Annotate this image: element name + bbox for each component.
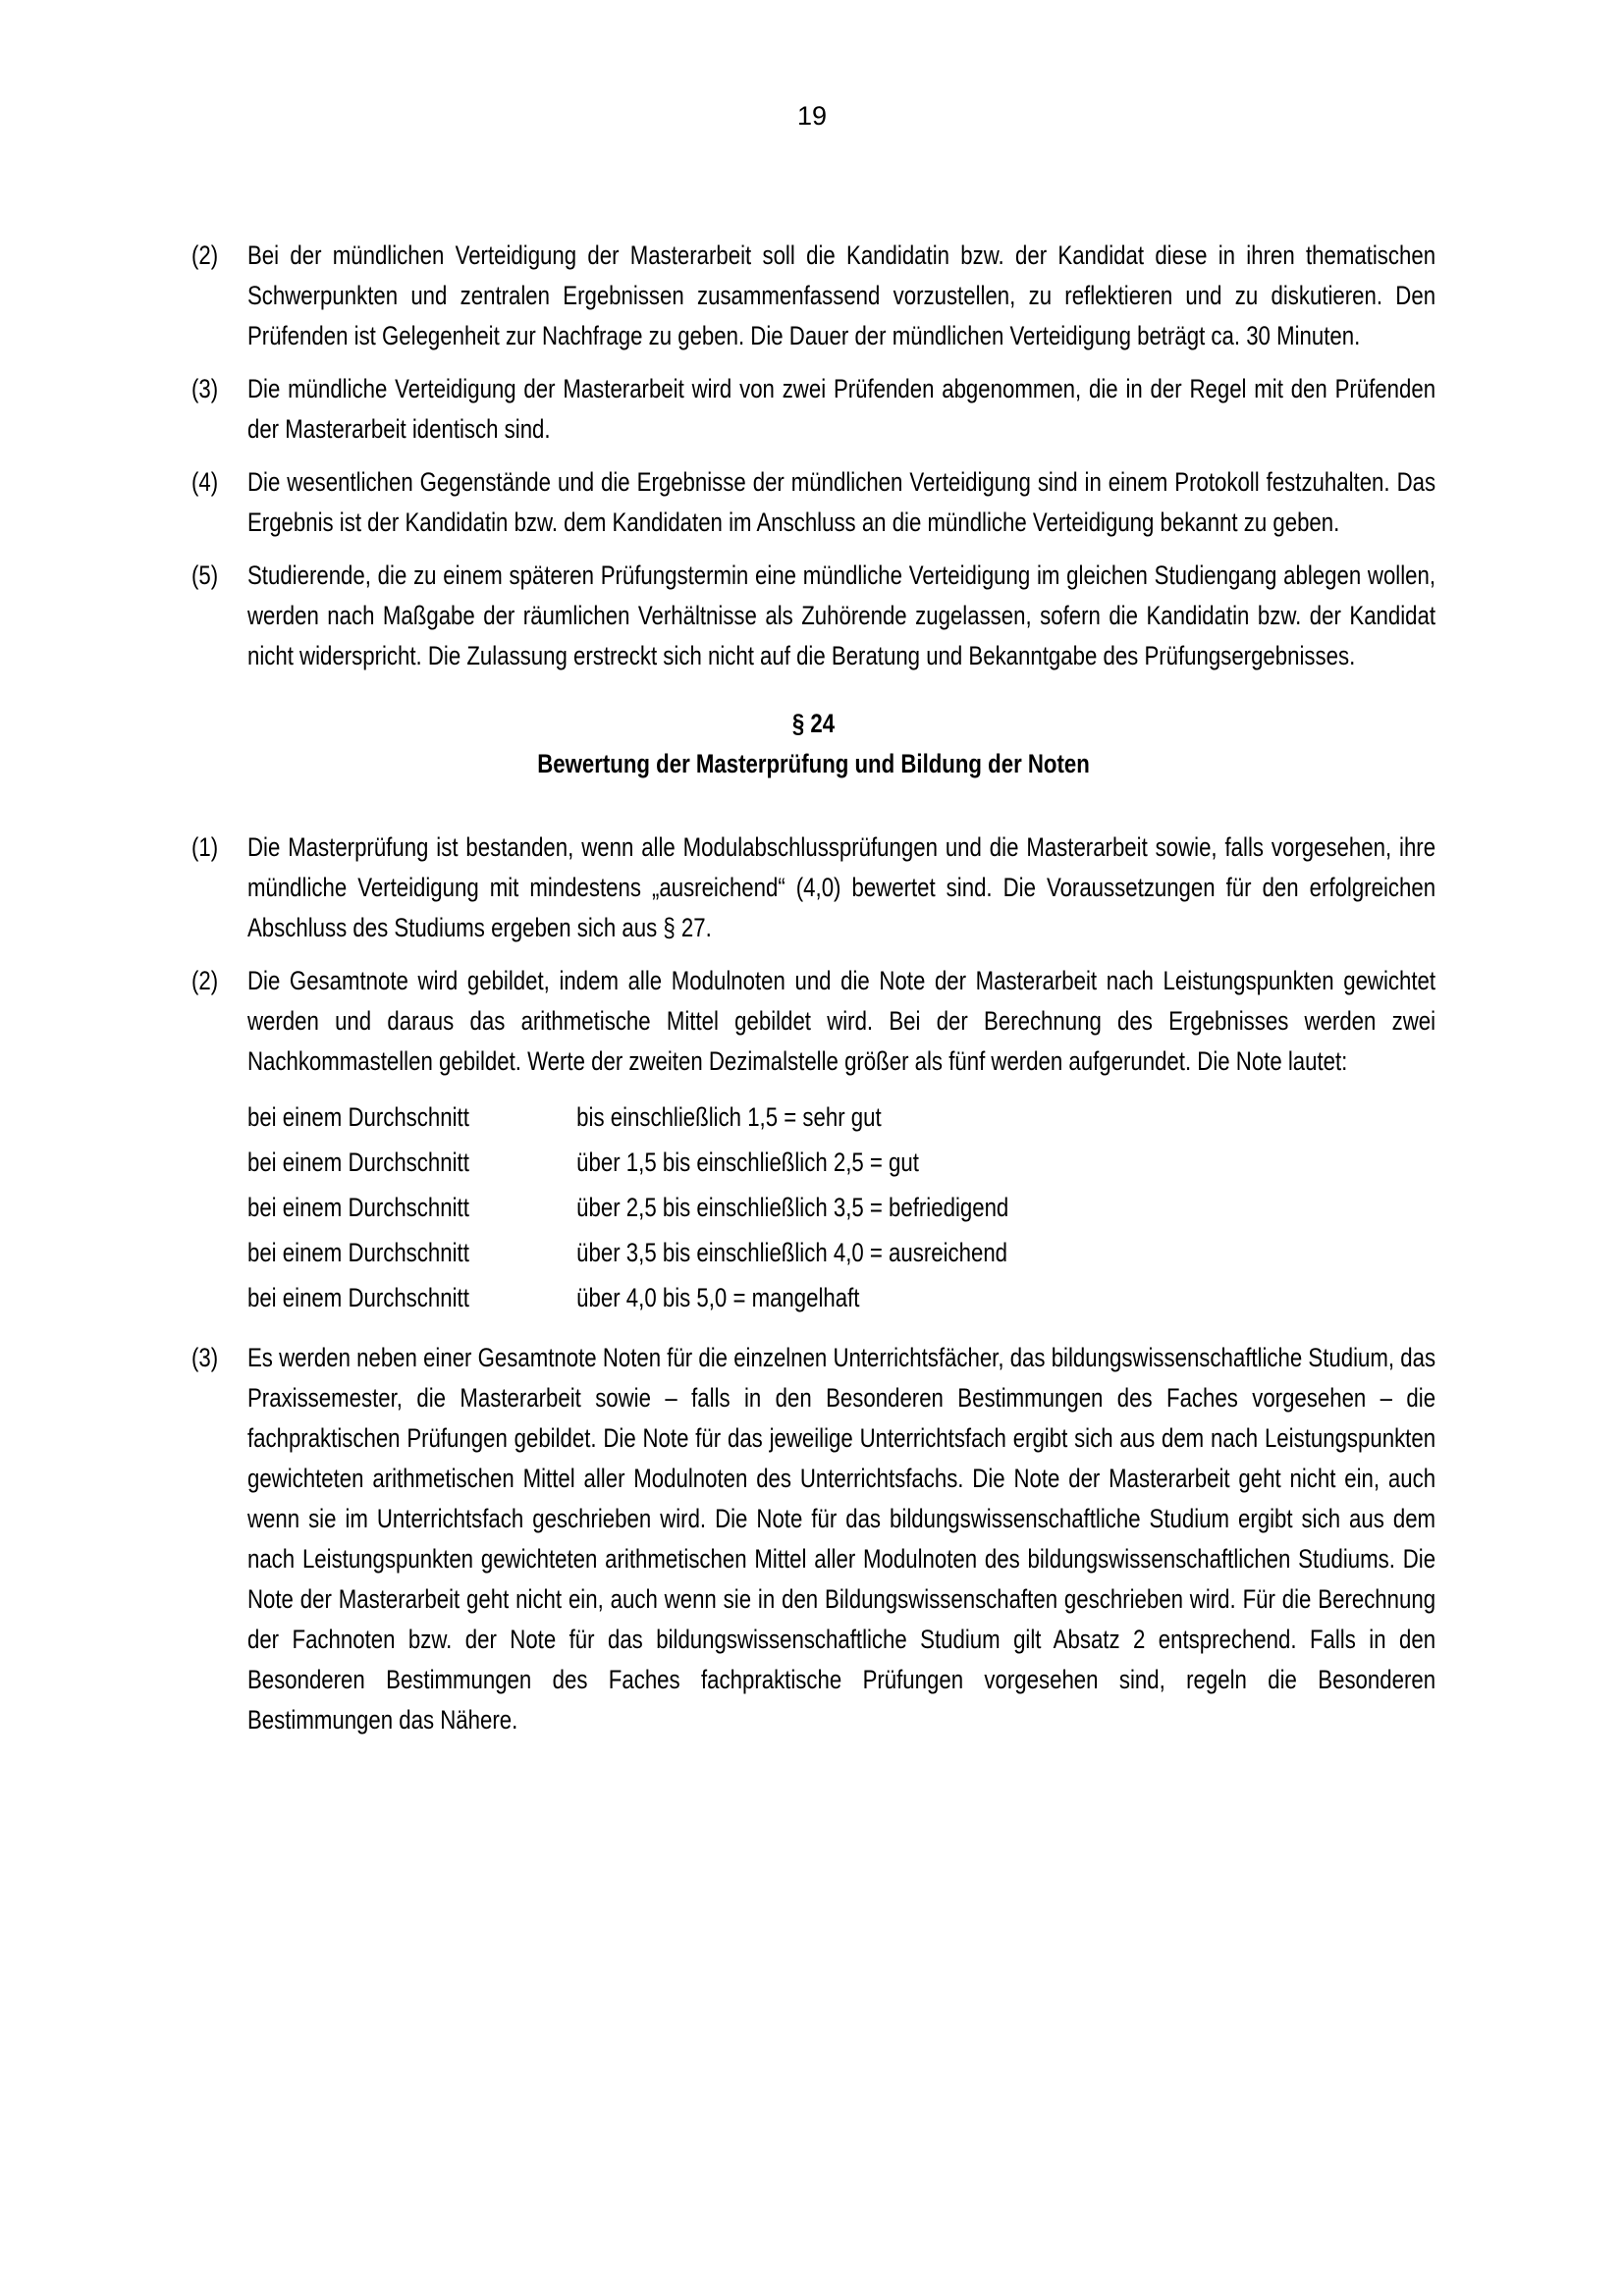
grade-row	[247, 1095, 1435, 1140]
paragraph-text: Die mündliche Verteidigung der Masterarbeit wird von zwei Prüfenden abgenommen, die in der Regel mit den Prüfenden der Masterarbeit identisch sind.	[246, 374, 1436, 444]
paragraph-number: (3)	[191, 374, 219, 403]
page-number: 19	[796, 101, 828, 131]
grade-result: über 3,5 bis einschließlich 4,0 = ausreichend	[576, 1238, 1008, 1267]
grade-result: über 1,5 bis einschließlich 2,5 = gut	[576, 1148, 919, 1177]
paragraph-text: Studierende, die zu einem späteren Prüfungstermin eine mündliche Verteidigung im gleichen Studiengang ablegen wollen, werden nach Maßgabe der räumlichen Verhältnisse als Zuhörende zugelassen, sofern die Kandidatin bzw. der Kandidat nicht widerspricht. Die Zulassung erstreckt sich nicht auf die Beratung und Bekanntgabe des Prüfungsergebnisses.	[246, 561, 1436, 670]
paragraph-item	[191, 961, 1435, 1082]
grade-row	[247, 1230, 1435, 1275]
paragraph-item	[191, 556, 1435, 676]
grade-condition: bei einem Durchschnitt	[246, 1193, 469, 1222]
section-number: § 24	[791, 709, 836, 738]
paragraph-number: (4)	[191, 467, 219, 497]
grade-condition: bei einem Durchschnitt	[246, 1102, 469, 1132]
section-heading	[191, 704, 1435, 784]
paragraph-number: (1)	[191, 832, 219, 862]
grade-condition: bei einem Durchschnitt	[246, 1238, 469, 1267]
grade-row	[247, 1275, 1435, 1320]
paragraph-text: Die Masterprüfung ist bestanden, wenn alle Modulabschlussprüfungen und die Masterarbeit sowie, falls vorgesehen, ihre mündliche Verteidigung mit mindestens „ausreichend“ (4,0) bewertet sind. Die Voraussetzungen für den erfolgreichen Abschluss des Studiums ergeben sich aus § 27.	[246, 832, 1436, 942]
grade-condition: bei einem Durchschnitt	[246, 1148, 469, 1177]
paragraph-item	[191, 369, 1435, 450]
page-content	[191, 236, 1435, 1753]
grade-table	[247, 1095, 1435, 1320]
paragraph-text: Die wesentlichen Gegenstände und die Ergebnisse der mündlichen Verteidigung sind in einem Protokoll festzuhalten. Das Ergebnis ist der Kandidatin bzw. dem Kandidaten im Anschluss an die mündliche Verteidigung bekannt zu geben.	[246, 467, 1436, 537]
grade-row	[247, 1185, 1435, 1230]
paragraph-item	[191, 236, 1435, 356]
grade-result: über 4,0 bis 5,0 = mangelhaft	[576, 1283, 860, 1312]
paragraph-number: (3)	[191, 1343, 219, 1372]
grade-row	[247, 1140, 1435, 1185]
paragraph-text: Bei der mündlichen Verteidigung der Masterarbeit soll die Kandidatin bzw. der Kandidat diese in ihren thematischen Schwerpunkten und zentralen Ergebnissen zusammenfassend vorzustellen, zu reflektieren und zu diskutieren. Den Prüfenden ist Gelegenheit zur Nachfrage zu geben. Die Dauer der mündlichen Verteidigung beträgt ca. 30 Minuten.	[246, 240, 1436, 350]
paragraph-number: (5)	[191, 561, 219, 590]
paragraph-number: (2)	[191, 240, 219, 270]
paragraph-text: Es werden neben einer Gesamtnote Noten für die einzelnen Unterrichtsfächer, das bildungswissenschaftliche Studium, das Praxissemester, die Masterarbeit sowie – falls in den Besonderen Bestimmungen des Faches vorgesehen – die fachpraktischen Prüfungen gebildet. Die Note für das jeweilige Unterrichtsfach ergibt sich aus dem nach Leistungspunkten gewichteten arithmetischen Mittel aller Modulnoten des Unterrichtsfachs. Die Note der Masterarbeit geht nicht ein, auch wenn sie im Unterrichtsfach geschrieben wird. Die Note für das bildungswissenschaftliche Studium ergibt sich aus dem nach Leistungspunkten gewichteten arithmetischen Mittel aller Modulnoten des bildungswissenschaftlichen Studiums. Die Note der Masterarbeit geht nicht ein, auch wenn sie in den Bildungswissenschaften geschrieben wird. Für die Berechnung der Fachnoten bzw. der Note für das bildungswissenschaftliche Studium gilt Absatz 2 entsprechend. Falls in den Besonderen Bestimmungen des Faches fachpraktische Prüfungen vorgesehen sind, regeln die Besonderen Bestimmungen das Nähere.	[246, 1343, 1436, 1735]
paragraph-item	[191, 1338, 1435, 1740]
paragraph-text: Die Gesamtnote wird gebildet, indem alle Modulnoten und die Note der Masterarbeit nach Leistungspunkten gewichtet werden und daraus das arithmetische Mittel gebildet wird. Bei der Berechnung des Ergebnisses werden zwei Nachkommastellen gebildet. Werte der zweiten Dezimalstelle größer als fünf werden aufgerundet. Die Note lautet:	[246, 966, 1436, 1076]
section-title: Bewertung der Masterprüfung und Bildung der Noten	[537, 749, 1090, 778]
paragraph-item	[191, 462, 1435, 543]
grade-condition: bei einem Durchschnitt	[246, 1283, 469, 1312]
grade-result: über 2,5 bis einschließlich 3,5 = befriedigend	[576, 1193, 1009, 1222]
grade-result: bis einschließlich 1,5 = sehr gut	[576, 1102, 882, 1132]
paragraph-number: (2)	[191, 966, 219, 995]
paragraph-item	[191, 828, 1435, 948]
